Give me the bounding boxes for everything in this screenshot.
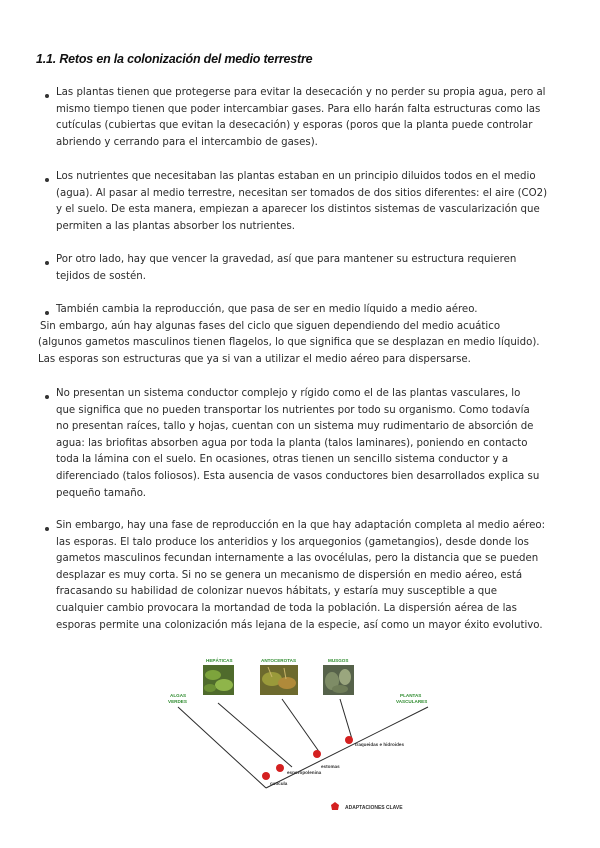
node-cuticula	[262, 772, 270, 780]
label-plantas: PLANTAS	[400, 693, 422, 698]
paragraph-5	[56, 386, 539, 502]
label-algas: ALGAS	[170, 693, 187, 698]
text-line: gametos masculinos fecundan internamente a las ovocélulas, pero la distancia que se pueden	[56, 553, 539, 565]
text-line: las esporas. El talo produce los anteridios y los arquegonios (gametangios), desde donde los	[56, 536, 529, 548]
text-line: fracasando su habilidad de colonizar nuevos hábitats, y estaría muy susceptible a que	[56, 586, 497, 598]
group-label-hepaticas: HEPÁTICAS	[206, 658, 233, 663]
text-line: Sin embargo, aún hay algunas fases del ciclo que siguen dependiendo del medio acuático	[40, 320, 501, 332]
photo-antocerotas	[260, 665, 298, 695]
text-line: abriendo y cerrando para el intercambio de gases).	[56, 136, 318, 148]
text-line: agua: las briofitas absorben agua por toda la planta (talos laminares), poniendo en contacto	[56, 437, 528, 449]
node-traqueidas	[345, 736, 353, 744]
legend-marker-icon	[331, 802, 339, 810]
bullet-marker	[45, 94, 49, 98]
label-vasculares: VASCULARES	[396, 699, 428, 704]
node-estomas	[313, 750, 321, 758]
bullet-marker	[45, 527, 49, 531]
text-line: que significa que no pueden transportar los nutrientes por todo su organismo. Como todavía	[56, 404, 530, 416]
legend-label: ADAPTACIONES CLAVE	[345, 805, 403, 811]
paragraph-4	[38, 302, 540, 368]
text-line: También cambia la reproducción, que pasa de ser en medio líquido a medio aéreo.	[56, 304, 478, 315]
text-line: pequeño tamaño.	[56, 487, 147, 499]
label-verdes: VERDES	[168, 699, 187, 704]
node-label-estomas: estomas	[321, 764, 340, 769]
paragraph-6	[56, 518, 545, 634]
text-line: Las esporas son estructuras que ya si van a utilizar el medio aéreo para dispersarse.	[38, 353, 471, 365]
text-line: permiten a las plantas absorber los nutrientes.	[56, 220, 296, 232]
text-line: (algunos gametos masculinos tienen flagelos, lo que significa que se desplazan en medio líquido).	[38, 337, 540, 349]
text-line: diferenciado (talos foliosos). Esta ausencia de vasos conductores bien desarrollados explica su	[56, 470, 540, 482]
bullet-marker	[45, 178, 49, 182]
node-esporopolenina	[276, 764, 284, 772]
photo-musgos	[323, 665, 354, 695]
evolution-diagram	[160, 655, 450, 825]
group-label-musgos: MUSGOS	[328, 658, 349, 663]
text-line: esporas permite una colonización más lejana de la especie, así como un mayor éxito evolutivo.	[56, 619, 543, 631]
text-line: Por otro lado, hay que vencer la gravedad, así que para mantener su estructura requieren	[56, 254, 517, 265]
text-line: Sin embargo, hay una fase de reproducción en la que hay adaptación completa al medio aéreo:	[56, 520, 545, 531]
section-title: 1.1. Retos en la colonización del medio terrestre	[36, 52, 313, 66]
text-line: (agua). Al pasar al medio terrestre, necesitan ser tomados de dos sitios diferentes: el aire (CO2)	[56, 187, 548, 199]
text-line: cualquier cambio provocara la mortandad de toda la población. La dispersión aérea de las	[56, 602, 517, 614]
bullet-marker	[45, 261, 49, 265]
group-label-antocerotas: ANTOCEROTAS	[261, 658, 297, 663]
text-line: y el suelo. De esta manera, empiezan a aparecer los distintos sistemas de vascularización que	[56, 204, 540, 216]
paragraph-2	[56, 169, 547, 235]
photo-hepaticas	[203, 665, 234, 695]
text-line: tejidos de sostén.	[56, 270, 146, 282]
text-line: toda la lámina con el suelo. En ocasiones, otras tienen un sencillo sistema conductor y a	[56, 454, 509, 466]
node-label-cuticula: cutícula	[270, 781, 288, 786]
text-line: Los nutrientes que necesitaban las plantas estaban en un principio diluidos todos en el medio	[56, 171, 536, 182]
text-line: No presentan un sistema conductor complejo y rígido como el de las plantas vasculares, lo	[56, 388, 521, 399]
paragraph-3	[56, 252, 516, 285]
text-line: Las plantas tienen que protegerse para evitar la desecación y no perder su propia agua, pero al	[56, 87, 546, 98]
text-line: cutículas (cubiertas que evitan la desecación) y esporas (poros que la planta puede controlar	[56, 120, 533, 132]
paragraph-1	[56, 85, 546, 151]
text-line: no presentan raíces, tallo y hojas, cuentan con un sistema muy rudimentario de absorción de	[56, 421, 534, 433]
text-line: mismo tiempo tienen que poder intercambiar gases. Para ello harán falta estructuras como las	[56, 103, 541, 115]
node-label-esporopolenina: esporopolenina	[287, 770, 322, 775]
text-line: desplazar es muy corta. Si no se genera un mecanismo de dispersión en medio aéreo, está	[56, 569, 523, 581]
bullet-marker	[45, 395, 49, 399]
node-label-traqueidas: traqueidas e hidroides	[355, 742, 405, 747]
